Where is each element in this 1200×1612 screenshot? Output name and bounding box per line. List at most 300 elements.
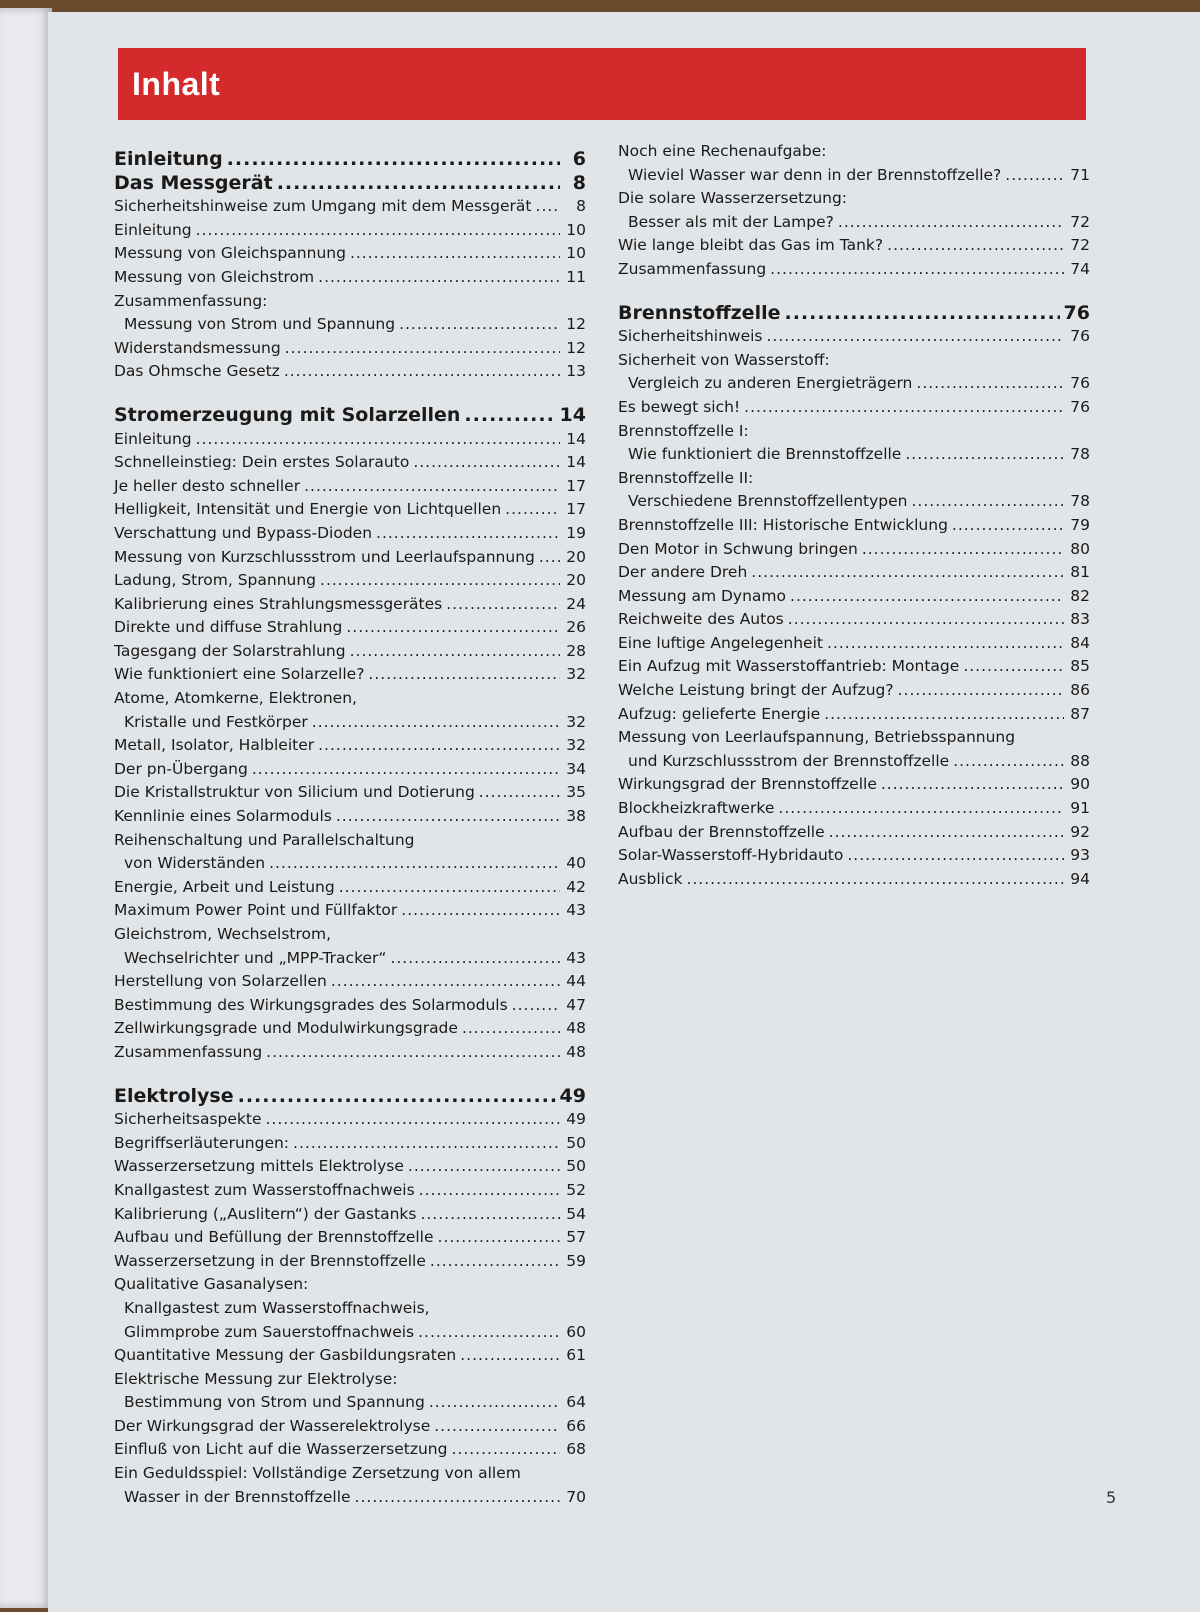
toc-entry-title: Besser als mit der Lampe? (628, 212, 834, 231)
toc-entry-title: Einleitung (114, 148, 223, 170)
toc-entry (114, 1041, 586, 1065)
toc-page-number: 19 (566, 523, 586, 542)
toc-entry-title: Das Ohmsche Gesetz (114, 362, 280, 381)
toc-dot-leader (355, 1486, 560, 1510)
toc-entry (114, 781, 586, 805)
toc-page-number: 42 (566, 877, 586, 896)
toc-entry (618, 773, 1090, 797)
toc-entry (114, 195, 586, 219)
toc-dot-leader (446, 593, 560, 617)
toc-entry-title: Quantitative Messung der Gasbildungsraten (114, 1346, 457, 1365)
toc-page-number: 50 (566, 1133, 586, 1152)
toc-page-number: 57 (566, 1228, 586, 1247)
toc-page-number: 10 (566, 220, 586, 239)
toc-page-number: 13 (566, 362, 586, 381)
toc-entry (618, 608, 1090, 632)
toc-entry-title: Einleitung (114, 429, 192, 448)
toc-entry-title: Ladung, Strom, Spannung (114, 571, 317, 590)
toc-entry-title: Wie lange bleibt das Gas im Tank? (618, 236, 884, 255)
toc-page-number: 71 (1070, 165, 1090, 184)
toc-entry (618, 396, 1090, 420)
toc-entry (618, 234, 1090, 258)
toc-entry (114, 616, 586, 640)
toc-page-number: 83 (1070, 610, 1090, 629)
toc-entry (114, 242, 586, 266)
toc-entry (618, 821, 1090, 845)
toc-entry-title: Wirkungsgrad der Brennstoffzelle (618, 775, 877, 794)
toc-page-number: 72 (1070, 236, 1090, 255)
toc-entry-title: Die Kristallstruktur von Silicium und Dotierung (114, 783, 475, 802)
toc-entry-title: Wasser in der Brennstoffzelle (124, 1487, 351, 1506)
toc-page-number: 20 (566, 547, 586, 566)
toc-dot-leader (266, 1041, 560, 1065)
toc-entry (114, 1250, 586, 1274)
toc-entry-title: Qualitative Gasanalysen: (114, 1275, 309, 1294)
toc-dot-leader (420, 1203, 560, 1227)
toc-dot-leader (285, 337, 560, 361)
toc-entry-title: Vergleich zu anderen Energieträgern (628, 374, 913, 393)
toc-entry-title: Verschiedene Brennstoffzellentypen (628, 492, 908, 511)
toc-page-number: 74 (1070, 259, 1090, 278)
toc-page-number: 85 (1070, 657, 1090, 676)
toc-page-number: 28 (566, 641, 586, 660)
toc-dot-leader (536, 195, 560, 219)
toc-dot-leader (434, 1415, 560, 1439)
toc-entry-title: Elektrolyse (114, 1084, 234, 1107)
toc-entry (114, 663, 586, 687)
toc-page-number: 61 (566, 1346, 586, 1365)
toc-page-number: 78 (1070, 445, 1090, 464)
toc-section-heading (114, 148, 586, 172)
toc-dot-leader (912, 490, 1065, 514)
toc-entry (114, 1203, 586, 1227)
toc-entry-title: Zusammenfassung: (114, 291, 268, 310)
toc-dot-leader (862, 538, 1064, 562)
toc-entry-title: Messung von Gleichspannung (114, 244, 346, 263)
toc-entry-title: Wie funktioniert die Brennstoffzelle (628, 445, 902, 464)
toc-entry (114, 711, 586, 735)
toc-dot-leader (429, 1391, 560, 1415)
toc-entry-title: Wasserzersetzung mittels Elektrolyse (114, 1157, 404, 1176)
toc-page-number: 14 (566, 453, 586, 472)
toc-dot-leader (401, 899, 560, 923)
toc-dot-leader (963, 655, 1064, 679)
page-number: 5 (1106, 1488, 1117, 1507)
toc-entry-title: Metall, Isolator, Halbleiter (114, 736, 315, 755)
toc-dot-leader (196, 219, 560, 243)
toc-entry (114, 1368, 586, 1392)
toc-entry-title: Zusammenfassung (114, 1042, 263, 1061)
toc-page-number: 17 (566, 500, 586, 519)
toc-entry (114, 923, 586, 947)
toc-dot-leader (462, 1017, 560, 1041)
toc-page-number: 47 (566, 995, 586, 1014)
toc-page-number: 32 (566, 665, 586, 684)
toc-page-number: 54 (566, 1204, 586, 1223)
page-title: Inhalt (132, 66, 221, 102)
toc-page-number: 49 (559, 1084, 586, 1107)
toc-entry (618, 211, 1090, 235)
toc-entry (618, 679, 1090, 703)
toc-entry-title: Messung am Dynamo (618, 586, 787, 605)
toc-entry-title: Wechselrichter und „MPP-Tracker“ (124, 948, 387, 967)
toc-entry (114, 1132, 586, 1156)
toc-dot-leader (312, 711, 560, 735)
toc-entry (618, 187, 1090, 211)
toc-entry (114, 1462, 586, 1486)
toc-page-number: 59 (566, 1251, 586, 1270)
toc-dot-leader (916, 372, 1064, 396)
toc-entry (618, 164, 1090, 188)
toc-dot-leader (505, 498, 560, 522)
toc-entry-title: Den Motor in Schwung bringen (618, 539, 858, 558)
toc-page-number: 76 (1070, 397, 1090, 416)
toc-page-number: 60 (566, 1322, 586, 1341)
toc-entry (114, 829, 586, 853)
toc-entry-title: Reihenschaltung und Parallelschaltung (114, 830, 415, 849)
toc-entry-title: Reichweite des Autos (618, 610, 784, 629)
toc-entry (618, 703, 1090, 727)
toc-page-number: 50 (566, 1157, 586, 1176)
toc-entry-title: Kennlinie eines Solarmoduls (114, 807, 332, 826)
toc-entry-title: Das Messgerät (114, 171, 273, 194)
toc-dot-leader (479, 781, 560, 805)
toc-dot-leader (339, 876, 560, 900)
toc-page-number: 20 (566, 571, 586, 590)
toc-entry (114, 337, 586, 361)
toc-entry-title: Sicherheitshinweis (618, 327, 763, 346)
toc-entry (618, 325, 1090, 349)
toc-section-heading (618, 302, 1090, 326)
toc-page-number: 40 (566, 854, 586, 873)
toc-entry (618, 655, 1090, 679)
toc-entry (114, 899, 586, 923)
toc-entry (618, 467, 1090, 491)
toc-entry-title: Ausblick (618, 869, 683, 888)
toc-entry (114, 1391, 586, 1415)
toc-entry (114, 546, 586, 570)
toc-entry-title: Der andere Dreh (618, 563, 748, 582)
toc-entry-title: Kalibrierung („Auslitern“) der Gastanks (114, 1204, 417, 1223)
toc-dot-leader (320, 569, 560, 593)
toc-entry (114, 219, 586, 243)
toc-dot-leader (331, 970, 560, 994)
toc-entry (114, 947, 586, 971)
left-page-edge (0, 8, 52, 1608)
toc-section-heading (114, 404, 586, 428)
toc-dot-leader (686, 868, 1064, 892)
toc-entry-title: Aufbau und Befüllung der Brennstoffzelle (114, 1228, 434, 1247)
toc-page-number: 32 (566, 736, 586, 755)
toc-dot-leader (277, 172, 560, 196)
toc-entry (114, 290, 586, 314)
toc-entry (618, 490, 1090, 514)
toc-entry-title: Aufbau der Brennstoffzelle (618, 822, 825, 841)
toc-entry-title: Messung von Leerlaufspannung, Betriebsspannung (618, 728, 1016, 747)
toc-dot-leader (293, 1132, 560, 1156)
toc-dot-leader (284, 360, 560, 384)
toc-page-number: 87 (1070, 704, 1090, 723)
toc-page-number: 8 (572, 171, 586, 194)
toc-page-number: 14 (559, 403, 586, 426)
toc-entry (618, 726, 1090, 750)
toc-entry (618, 868, 1090, 892)
toc-dot-leader (952, 514, 1064, 538)
toc-entry (114, 1017, 586, 1041)
toc-entry-title: Helligkeit, Intensität und Energie von Lichtquellen (114, 500, 502, 519)
toc-entry-title: Gleichstrom, Wechselstrom, (114, 925, 332, 943)
toc-dot-leader (847, 844, 1064, 868)
toc-dot-leader (1005, 164, 1064, 188)
toc-entry-title: Glimmprobe zum Sauerstoffnachweis (124, 1322, 415, 1341)
toc-dot-leader (829, 821, 1064, 845)
toc-dot-leader (252, 758, 560, 782)
toc-entry-title: Maximum Power Point und Füllfaktor (114, 901, 398, 920)
toc-entry-title: Zellwirkungsgrade und Modulwirkungsgrade (114, 1019, 458, 1038)
toc-entry-title: Knallgastest zum Wasserstoffnachweis (114, 1180, 415, 1199)
toc-dot-leader (778, 797, 1064, 821)
toc-entry (114, 428, 586, 452)
toc-page-number: 48 (566, 1019, 586, 1038)
toc-page-number: 72 (1070, 212, 1090, 231)
document-page (48, 12, 1200, 1612)
toc-dot-leader (418, 1321, 560, 1345)
toc-entry (114, 852, 586, 876)
toc-page-number: 35 (566, 783, 586, 802)
toc-page-number: 10 (566, 244, 586, 263)
toc-page-number: 66 (566, 1416, 586, 1435)
toc-entry (114, 1273, 586, 1297)
toc-dot-leader (350, 242, 560, 266)
toc-entry (114, 1179, 586, 1203)
toc-entry-title: Brennstoffzelle (618, 301, 781, 324)
toc-entry (618, 372, 1090, 396)
toc-entry (618, 585, 1090, 609)
toc-dot-leader (430, 1250, 560, 1274)
toc-right-column (618, 140, 1090, 891)
toc-entry (114, 970, 586, 994)
toc-dot-leader (399, 313, 560, 337)
toc-entry (114, 569, 586, 593)
toc-page-number: 79 (1070, 515, 1090, 534)
toc-dot-leader (238, 1085, 556, 1109)
toc-entry (618, 514, 1090, 538)
toc-left-column (114, 148, 586, 1509)
toc-page-number: 48 (566, 1042, 586, 1061)
toc-entry-title: Begriffserläuterungen: (114, 1133, 290, 1152)
toc-entry (114, 1226, 586, 1250)
toc-page-number: 52 (566, 1180, 586, 1199)
toc-dot-leader (304, 475, 560, 499)
toc-page-number: 14 (566, 429, 586, 448)
toc-entry-title: Eine luftige Angelegenheit (618, 633, 823, 652)
toc-entry (618, 561, 1090, 585)
toc-entry-title: Aufzug: gelieferte Energie (618, 704, 821, 723)
toc-dot-leader (898, 679, 1064, 703)
toc-entry (114, 758, 586, 782)
toc-dot-leader (512, 994, 560, 1018)
toc-entry-title: Solar-Wasserstoff-Hybridauto (618, 846, 844, 865)
toc-entry (618, 140, 1090, 164)
toc-page-number: 64 (566, 1393, 586, 1412)
toc-entry (618, 443, 1090, 467)
toc-entry (618, 750, 1090, 774)
toc-entry-title: Kalibrierung eines Strahlungsmessgerätes (114, 594, 443, 613)
toc-page-number: 76 (1070, 374, 1090, 393)
toc-entry-title: Wieviel Wasser war denn in der Brennstoffzelle? (628, 165, 1002, 184)
toc-entry (114, 1344, 586, 1368)
toc-entry-title: Blockheizkraftwerke (618, 799, 775, 818)
toc-entry-title: Es bewegt sich! (618, 397, 741, 416)
toc-page-number: 91 (1070, 799, 1090, 818)
toc-entry (114, 522, 586, 546)
toc-dot-leader (196, 428, 560, 452)
toc-page-number: 11 (566, 267, 586, 286)
toc-page-number: 82 (1070, 586, 1090, 605)
toc-entry-title: Der Wirkungsgrad der Wasserelektrolyse (114, 1416, 431, 1435)
toc-page-number: 44 (566, 972, 586, 991)
toc-page-number: 17 (566, 476, 586, 495)
toc-entry (114, 734, 586, 758)
toc-dot-leader (539, 546, 560, 570)
toc-page-number: 12 (566, 338, 586, 357)
toc-entry (114, 994, 586, 1018)
toc-page-number: 84 (1070, 633, 1090, 652)
toc-dot-leader (390, 947, 560, 971)
toc-page-number: 6 (572, 148, 586, 170)
toc-dot-leader (336, 805, 560, 829)
toc-entry (114, 876, 586, 900)
toc-dot-leader (790, 585, 1064, 609)
toc-page-number: 26 (566, 618, 586, 637)
toc-page-number: 88 (1070, 751, 1090, 770)
toc-entry (114, 1297, 586, 1321)
toc-dot-leader (887, 234, 1064, 258)
toc-dot-leader (953, 750, 1064, 774)
toc-entry (114, 1415, 586, 1439)
toc-entry (618, 420, 1090, 444)
toc-section-heading (114, 1085, 586, 1109)
toc-entry (114, 1486, 586, 1510)
toc-entry-title: Brennstoffzelle I: (618, 421, 749, 440)
toc-page-number: 68 (566, 1440, 586, 1459)
toc-entry-title: von Widerständen (124, 854, 266, 873)
toc-entry-title: und Kurzschlussstrom der Brennstoffzelle (628, 751, 950, 770)
toc-entry-title: Je heller desto schneller (114, 476, 301, 495)
toc-dot-leader (770, 258, 1064, 282)
toc-page-number: 80 (1070, 539, 1090, 558)
toc-page-number: 70 (566, 1487, 586, 1506)
toc-entry-title: Direkte und diffuse Strahlung (114, 618, 343, 637)
toc-dot-leader (827, 632, 1064, 656)
toc-page-number: 43 (566, 901, 586, 920)
toc-entry-title: Wie funktioniert eine Solarzelle? (114, 665, 365, 684)
header-bar (118, 48, 1086, 120)
toc-entry (114, 475, 586, 499)
toc-dot-leader (269, 852, 560, 876)
toc-entry-title: Messung von Kurzschlussstrom und Leerlaufspannung (114, 547, 535, 566)
toc-entry-title: Brennstoffzelle III: Historische Entwicklung (618, 515, 948, 534)
toc-entry (114, 593, 586, 617)
toc-dot-leader (368, 663, 560, 687)
toc-entry-title: Zusammenfassung (618, 259, 767, 278)
toc-dot-leader (788, 608, 1064, 632)
toc-entry (618, 258, 1090, 282)
toc-entry-title: Der pn-Übergang (114, 759, 248, 778)
toc-entry-title: Sicherheitshinweise zum Umgang mit dem Messgerät (114, 197, 532, 216)
toc-dot-leader (767, 325, 1065, 349)
toc-page-number: 38 (566, 807, 586, 826)
toc-entry-title: Ein Geduldsspiel: Vollständige Zersetzung von allem (114, 1464, 521, 1483)
toc-page-number: 76 (1070, 327, 1090, 346)
toc-entry-title: Messung von Gleichstrom (114, 267, 315, 286)
toc-page-number: 34 (566, 759, 586, 778)
toc-page-number: 78 (1070, 492, 1090, 511)
toc-dot-leader (824, 703, 1064, 727)
toc-dot-leader (838, 211, 1064, 235)
toc-entry (114, 360, 586, 384)
toc-page-number: 8 (576, 197, 586, 216)
toc-page-number: 94 (1070, 869, 1090, 888)
toc-page-number: 12 (566, 315, 586, 334)
toc-dot-leader (784, 302, 1059, 326)
toc-dot-leader (744, 396, 1064, 420)
toc-dot-leader (751, 561, 1064, 585)
toc-entry-title: Energie, Arbeit und Leistung (114, 877, 335, 896)
toc-entry-title: Atome, Atomkerne, Elektronen, (114, 689, 357, 708)
toc-entry-title: Widerstandsmessung (114, 338, 281, 357)
toc-dot-leader (318, 734, 560, 758)
toc-page-number: 92 (1070, 822, 1090, 841)
toc-entry-title: Tagesgang der Solarstrahlung (114, 641, 346, 660)
toc-entry-title: Wasserzersetzung in der Brennstoffzelle (114, 1251, 426, 1270)
toc-section-heading (114, 172, 586, 196)
toc-page-number: 32 (566, 712, 586, 731)
toc-entry (114, 451, 586, 475)
toc-dot-leader (350, 640, 560, 664)
toc-dot-leader (413, 451, 560, 475)
toc-page-number: 76 (1063, 301, 1090, 324)
toc-dot-leader (881, 773, 1064, 797)
toc-entry (114, 498, 586, 522)
toc-entry-title: Die solare Wasserzersetzung: (618, 189, 848, 208)
toc-entry (114, 1155, 586, 1179)
toc-dot-leader (346, 616, 560, 640)
toc-page-number: 49 (566, 1110, 586, 1129)
toc-entry (114, 1108, 586, 1132)
toc-page-number: 24 (566, 594, 586, 613)
toc-entry-title: Stromerzeugung mit Solarzellen (114, 403, 461, 426)
toc-dot-leader (376, 522, 560, 546)
toc-entry (114, 313, 586, 337)
toc-entry-title: Noch eine Rechenaufgabe: (618, 142, 827, 160)
toc-dot-leader (408, 1155, 560, 1179)
toc-entry-title: Verschattung und Bypass-Dioden (114, 523, 373, 542)
toc-dot-leader (460, 1344, 560, 1368)
toc-dot-leader (905, 443, 1064, 467)
toc-entry (618, 797, 1090, 821)
toc-entry-title: Kristalle und Festkörper (124, 712, 308, 731)
toc-entry-title: Bestimmung des Wirkungsgrades des Solarmoduls (114, 995, 508, 1014)
toc-entry-title: Knallgastest zum Wasserstoffnachweis, (124, 1298, 430, 1317)
toc-dot-leader (227, 148, 560, 172)
toc-entry (618, 538, 1090, 562)
toc-entry (114, 805, 586, 829)
toc-entry-title: Einleitung (114, 220, 192, 239)
toc-page-number: 86 (1070, 681, 1090, 700)
toc-entry-title: Bestimmung von Strom und Spannung (124, 1393, 425, 1412)
toc-entry-title: Sicherheit von Wasserstoff: (618, 350, 830, 369)
